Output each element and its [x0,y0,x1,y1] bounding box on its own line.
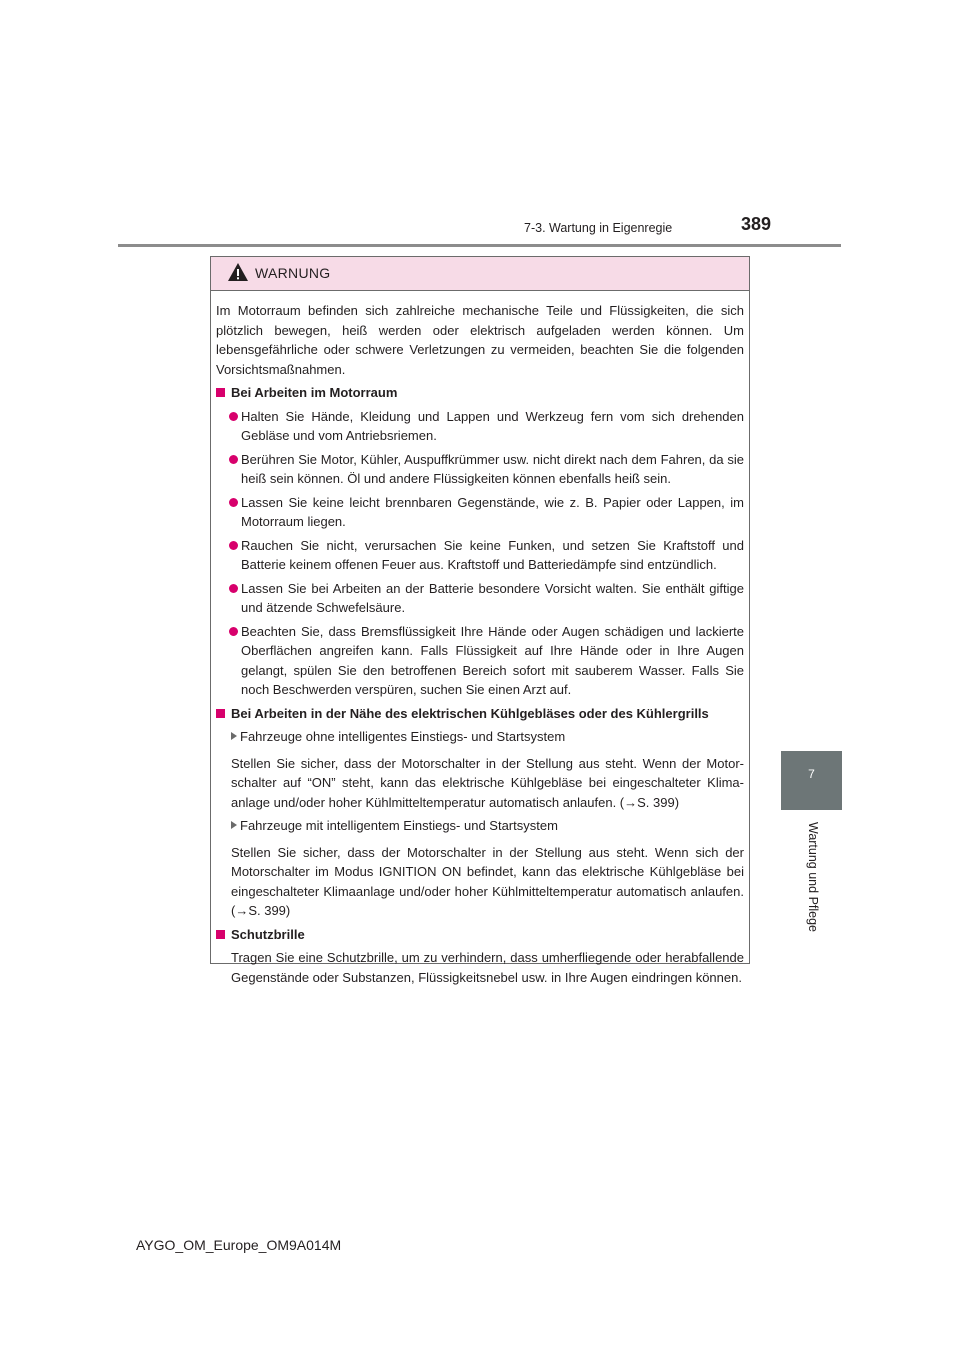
triangle-arrow-icon [231,732,237,740]
chapter-label-container [763,818,863,936]
list-item: Halten Sie Hände, Kleidung und Lappen und Werkzeug fern vom sich drehenden Gebläse und vom Antriebsriemen. [216,407,744,446]
circle-bullet-icon [229,455,238,464]
section-title: Bei Arbeiten im Motorraum [231,385,398,400]
variant-label-without-smart-key: Fahrzeuge ohne intelligentes Einstiegs- und Startsystem [216,727,744,747]
page-number: 389 [741,214,772,234]
warning-triangle-icon [227,262,249,282]
triangle-arrow-icon [231,821,237,829]
chapter-tab[interactable] [781,751,842,810]
list-item: Lassen Sie bei Arbeiten an der Batterie besondere Vorsicht walten. Sie enthält giftige und ätzende Schwefelsäure. [216,579,744,618]
warning-box [210,256,750,985]
header-divider [118,244,841,247]
circle-bullet-icon [229,541,238,550]
variant-label-with-smart-key: Fahrzeuge mit intelligentem Einstiegs- und Startsystem [216,816,744,836]
document-id: AYGO_OM_Europe_OM9A014M [136,1237,342,1253]
warning-title: WARNUNG [255,265,331,281]
circle-bullet-icon [229,627,238,636]
square-bullet-icon [216,388,225,397]
warning-body [216,301,744,991]
list-item: Berühren Sie Motor, Kühler, Auspuffkrümmer usw. nicht direkt nach dem Fahren, da sie heiß sein können. Öl und andere Flüssigkeiten können ebenfalls heiß sein. [216,450,744,489]
chapter-number: 7 [808,767,815,781]
goggles-text: Tragen Sie eine Schutzbrille, um zu verhindern, dass umherfliegende oder herabfallende Gegenstände oder Substanzen, Flüssigkeitsnebel usw. in Ihre Augen eindringen können. [231,950,744,985]
square-bullet-icon [216,709,225,718]
warning-intro: Im Motorraum befinden sich zahlreiche mechanische Teile und Flüssigkeiten, die sich plötzlich bewegen, heiß werden oder elektrisch aufgeladen werden können. Um lebensgefährliche oder schwere Verletzungen zu vermeiden, beachten Sie die folgenden Vorsichtsmaßnahmen. [216,303,744,377]
circle-bullet-icon [229,412,238,421]
circle-bullet-icon [229,584,238,593]
list-item: Beachten Sie, dass Bremsflüssigkeit Ihre Hände oder Augen schädigen und lackierte Oberflächen angreifen kann. Falls Flüssigkeit auf Ihre Hände oder in Ihre Augen gelangt, spülen Sie den betroffenen Bereich sofort mit sauberem Wasser. Falls Sie noch Beschwerden verspüren, suchen Sie einen Arzt auf. [216,622,744,700]
chapter-label: Wartung und Pflege [806,821,820,933]
list-item: Rauchen Sie nicht, verursachen Sie keine Funken, und setzen Sie Kraftstoff und Batterie keinem offenen Feuer aus. Kraftstoff und Batteriedämpfe sind entzündlich. [216,536,744,575]
circle-bullet-icon [229,498,238,507]
warning-header [211,257,749,291]
section-heading-goggles [216,925,744,945]
square-bullet-icon [216,930,225,939]
variant-text-without-smart-key: Stellen Sie sicher, dass der Motorschalter in der Stellung aus steht. Wenn der Motorschalter auf “ON” steht, kann das elektrische Kühlgebläse bei eingeschalteter Klimaanlage und/oder hoher Kühlmitteltemperatur automatisch anlaufen. (→S. 399) [231,755,744,810]
section-heading-engine-bay [216,383,744,403]
variant-text-with-smart-key: Stellen Sie sicher, dass der Motorschalter in der Stellung aus steht. Wenn sich der Motorschalter im Modus IGNITION ON befindet, kann das elektrische Kühlgebläse bei eingeschalteter Klimaanlage und/oder hoher Kühlmitteltemperatur automatisch anlaufen. (→S. 399) [231,844,744,918]
section-title: Bei Arbeiten in der Nähe des elektrischen Kühlgebläses oder des Kühlergrills [231,705,709,721]
section-heading: 7-3. Wartung in Eigenregie [524,221,673,235]
section-heading-cooling-fan [216,704,744,724]
list-item: Lassen Sie keine leicht brennbaren Gegenstände, wie z. B. Papier oder Lappen, im Motorraum liegen. [216,493,744,532]
section-title: Schutzbrille [231,926,305,942]
